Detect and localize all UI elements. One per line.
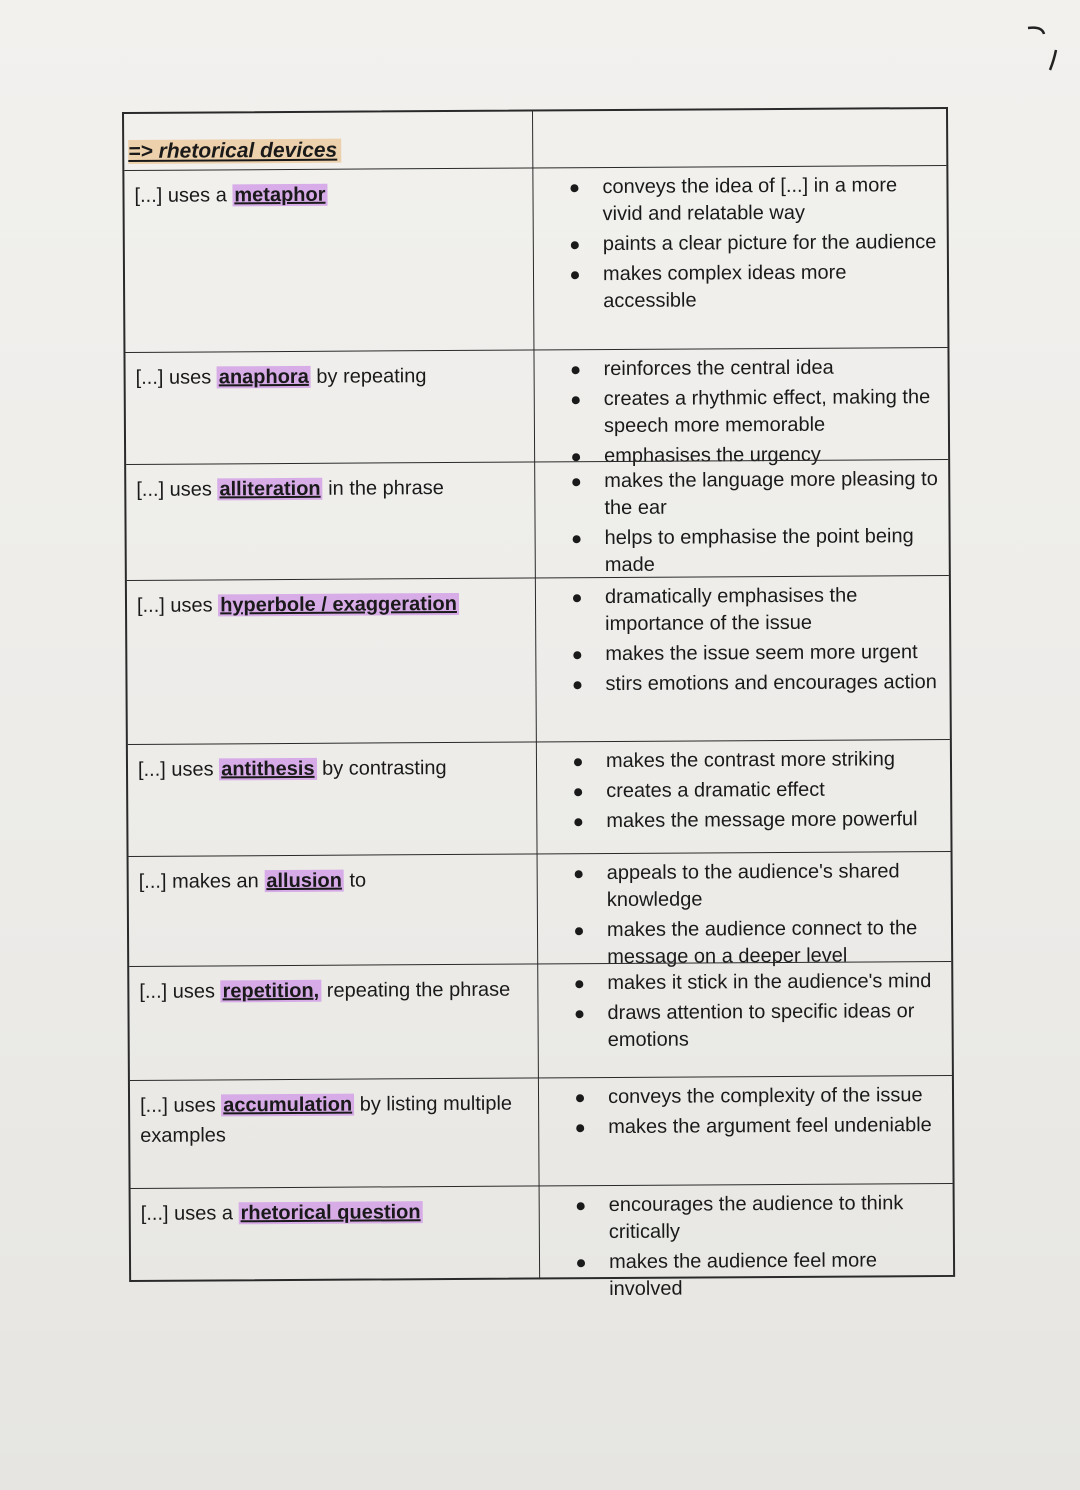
effect-item: paints a clear picture for the audience <box>557 229 937 258</box>
device-term: antithesis <box>221 757 315 781</box>
table-row <box>131 1183 954 1301</box>
header-title: => rhetorical devices <box>128 139 341 164</box>
effect-item: conveys the complexity of the issue <box>562 1082 942 1111</box>
table-row <box>130 1075 953 1188</box>
device-cell <box>139 975 519 1007</box>
device-suffix: by contrasting <box>322 757 447 780</box>
device-suffix: repeating the phrase <box>326 978 511 1002</box>
table-header <box>124 111 532 169</box>
effect-item: makes the argument feel undeniable <box>562 1112 942 1141</box>
effect-item: makes the audience connect to the message on a deeper level <box>561 915 941 971</box>
effect-item: stirs emotions and encourages action <box>559 669 939 698</box>
device-cell <box>140 1089 520 1151</box>
effect-item: draws attention to specific ideas or emotions <box>561 998 941 1054</box>
device-term: anaphora <box>218 365 309 389</box>
device-cell <box>138 753 518 785</box>
device-prefix: [...] uses <box>136 594 213 617</box>
corner-pen-mark <box>1020 20 1060 80</box>
table-row <box>129 851 952 969</box>
device-cell <box>141 1197 521 1229</box>
effects-cell <box>561 968 942 1057</box>
device-prefix: [...] uses <box>136 478 212 501</box>
table-row <box>125 347 948 468</box>
device-cell <box>136 473 516 505</box>
table-row <box>128 739 951 856</box>
table-row <box>126 459 949 580</box>
effect-item: dramatically emphasises the importance of the issue <box>559 582 939 638</box>
effect-item: makes the message more powerful <box>560 806 940 835</box>
device-term: accumulation <box>223 1093 353 1117</box>
effects-cell <box>560 746 941 838</box>
effect-item: makes the audience feel more involved <box>563 1247 943 1303</box>
effect-item: makes complex ideas more accessible <box>557 259 937 315</box>
effect-item: conveys the idea of [...] in a more vivid and relatable way <box>556 172 936 228</box>
effect-item: encourages the audience to think critically <box>563 1190 943 1246</box>
device-prefix: [...] uses <box>137 758 214 781</box>
table-row <box>127 575 950 744</box>
device-prefix: [...] uses <box>139 980 216 1003</box>
device-prefix: [...] uses <box>140 1094 216 1117</box>
device-term: hyperbole / exaggeration <box>220 592 457 617</box>
device-cell <box>137 589 517 621</box>
effect-item: makes it stick in the audience's mind <box>561 968 941 997</box>
device-cell <box>136 361 516 393</box>
device-term: repetition, <box>222 979 320 1003</box>
device-suffix: in the phrase <box>328 477 444 500</box>
device-term: metaphor <box>234 183 326 207</box>
effect-item: creates a rhythmic effect, making the speech more memorable <box>558 384 938 440</box>
device-term: allusion <box>266 869 342 893</box>
device-prefix: [...] uses <box>135 366 212 389</box>
effects-cell <box>561 858 942 974</box>
effects-cell <box>558 466 939 582</box>
effect-item: helps to emphasise the point being made <box>559 523 939 579</box>
device-cell <box>139 865 519 897</box>
device-term: alliteration <box>219 477 321 501</box>
device-term: rhetorical question <box>240 1201 421 1225</box>
effect-item: reinforces the central idea <box>558 354 938 383</box>
device-suffix: by repeating <box>316 365 427 388</box>
effect-item: emphasises the urgency <box>558 441 938 470</box>
device-suffix: by listing multiple examples <box>140 1092 513 1147</box>
device-prefix: [...] uses a <box>134 184 227 207</box>
effects-cell <box>558 354 939 473</box>
effects-cell <box>563 1190 944 1306</box>
effects-cell <box>562 1082 942 1144</box>
effect-item: appeals to the audience's shared knowledge <box>561 858 941 914</box>
effect-item: makes the language more pleasing to the ear <box>558 466 938 522</box>
effect-item: makes the issue seem more urgent <box>559 639 939 668</box>
device-cell <box>134 179 514 211</box>
effect-item: makes the contrast more striking <box>560 746 940 775</box>
device-prefix: [...] makes an <box>138 870 259 893</box>
table-row <box>129 961 952 1080</box>
table-row <box>124 165 947 352</box>
effects-cell <box>556 172 937 318</box>
effect-item: creates a dramatic effect <box>560 776 940 805</box>
device-suffix: to <box>349 869 367 892</box>
rhetorical-devices-table <box>122 107 955 1301</box>
bleed-through-text <box>165 219 496 341</box>
device-prefix: [...] uses a <box>140 1202 234 1225</box>
effects-cell <box>559 582 940 701</box>
